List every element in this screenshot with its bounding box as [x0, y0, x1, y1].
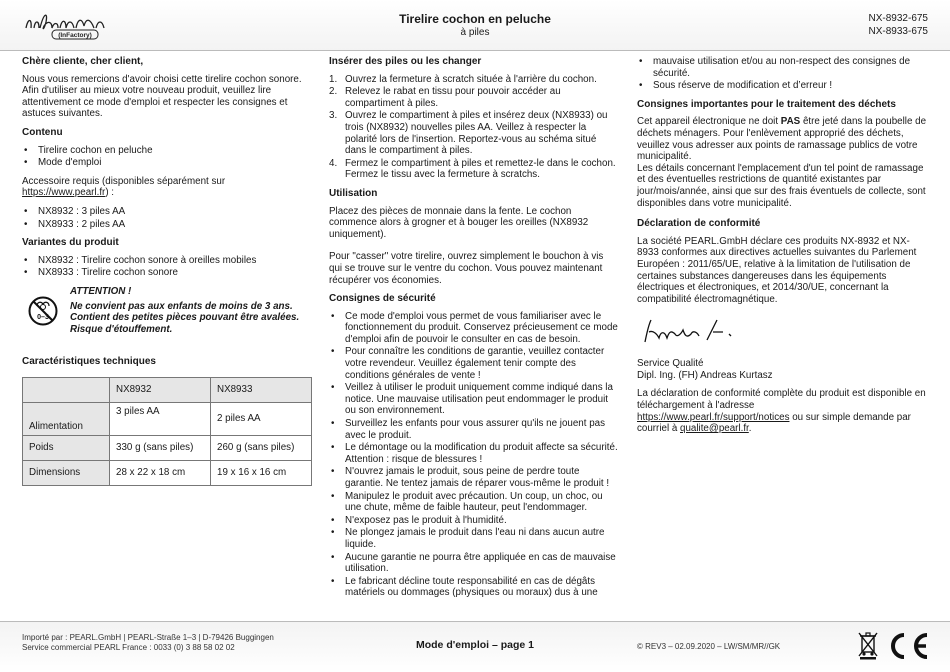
- list-item: 4. Fermez le compartiment à piles et remettez-le dans le cochon. Fermez le tissu avec la fermeture à scratchs.: [329, 157, 616, 181]
- list-item: • N'ouvrez jamais le produit, sous peine de perdre toute garantie. Ne tentez jamais de réparer vous-même le produit !: [329, 466, 619, 489]
- table-cell: Poids: [23, 435, 110, 460]
- list-item: • Manipulez le produit avec précaution. Un coup, un choc, ou une chute, même de faible hauteur, peut l'endommager.: [329, 491, 619, 514]
- attention-message: Ne convient pas aux enfants de moins de 3 ans. Contient des petites pièces pouvant être avalées. Risque d'étouffement.: [70, 300, 300, 335]
- attention-block: [22, 286, 314, 342]
- table-row: [23, 460, 312, 485]
- step-text: Ouvrez le compartiment à piles et insérez deux (NX8933) ou trois (NX8932) nouvelles piles AA. Veillez à respecter la polarité lors de l'insertion. Reportez-vous au schéma situé dans le compartiment à piles.: [345, 110, 608, 157]
- list-item: • Mode d'emploi: [22, 157, 314, 169]
- securite-list: [329, 311, 619, 599]
- page-footer: [0, 621, 950, 672]
- table-cell: 330 g (sans piles): [110, 435, 211, 460]
- dechets-text-a: Cet appareil électronique ne doit: [637, 116, 781, 128]
- variantes-heading: Variantes du produit: [22, 237, 119, 249]
- contenu-list: [22, 145, 314, 169]
- securite-heading: Consignes de sécurité: [329, 293, 436, 305]
- table-header-cell: NX8933: [211, 377, 312, 402]
- accessoire-text: [22, 176, 314, 199]
- piles-heading: Insérer des piles ou les changer: [329, 56, 482, 67]
- signatory-name: Dipl. Ing. (FH) Andreas Kurtasz: [637, 369, 773, 381]
- table-header-cell: NX8932: [110, 377, 211, 402]
- ref-nx8933: NX-8933-675: [868, 26, 928, 37]
- email-link[interactable]: qualite@pearl.fr: [680, 423, 749, 435]
- list-item: 2. Relevez le rabat en tissu pour pouvoir accéder au compartiment à piles.: [329, 86, 561, 109]
- list-item: • NX8932 : Tirelire cochon sonore à oreilles mobiles: [22, 255, 314, 267]
- caracteristiques-heading: Caractéristiques techniques: [22, 355, 156, 367]
- download-text-a: La déclaration de conformité complète du produit est disponible en téléchargement à l'adresse: [637, 388, 926, 412]
- table-row: [23, 402, 312, 435]
- list-item: • Sous réserve de modification et d’erreur !: [637, 80, 929, 92]
- table-cell: 28 x 22 x 18 cm: [110, 460, 211, 485]
- list-item: • Veillez à utiliser le produit uniquement comme indiqué dans la notice. Une mauvaise utilisation peut endommager le produit ou son environnement.: [329, 382, 619, 417]
- table-cell: 19 x 16 x 16 cm: [211, 460, 312, 485]
- signatory: [637, 358, 929, 381]
- list-item: • Le fabricant décline toute responsabilité en cas de dégâts matériels ou dommages (physiques ou moraux) dus à une: [329, 576, 619, 599]
- list-item: 3. Ouvrez le compartiment à piles et insérez deux (NX8933) ou trois (NX8932) nouvelles piles AA. Veillez à respecter la polarité lors de l'insertion. Reportez-vous au schéma situé dans le compartiment à piles.: [329, 110, 608, 157]
- footer-page-label: Mode d'emploi – page 1: [415, 639, 535, 651]
- table-row: [23, 435, 312, 460]
- list-item: • NX8933 : 2 piles AA: [22, 219, 314, 231]
- table-header-cell: [23, 377, 110, 402]
- piles-steps: [329, 74, 619, 181]
- page-header: [0, 0, 950, 51]
- list-item: • Aucune garantie ne pourra être appliquée en cas de mauvaise utilisation.: [329, 552, 619, 575]
- list-item: • N'exposez pas le produit à l'humidité.: [329, 515, 619, 527]
- document-subtitle: à piles: [460, 27, 490, 38]
- dechets-text-pas: PAS: [780, 116, 801, 128]
- download-text-c: .: [748, 423, 752, 435]
- conformite-download-text: [637, 388, 929, 434]
- variantes-list: [22, 255, 314, 279]
- column-3: [637, 56, 929, 442]
- conformite-text: La société PEARL.GmbH déclare ces produits NX-8932 et NX-8933 conformes aux directives actuelles suivantes du Parlement Européen : 2011/65/UE, relative à la limitation de l'utilisation de certaines substances dangereuses dans les équipements électriques et électroniques, et 2014/30/UE, concernant la compatibilité électromagnétique.: [637, 235, 917, 305]
- table-cell: 2 piles AA: [211, 402, 312, 435]
- table-cell: Dimensions: [23, 460, 110, 485]
- weee-bin-icon: [857, 630, 879, 660]
- greeting: Chère cliente, cher client,: [22, 56, 144, 67]
- pearl-link[interactable]: https://www.pearl.fr: [22, 187, 106, 199]
- column-1: [22, 56, 314, 486]
- list-item: • Tirelire cochon en peluche: [22, 145, 314, 157]
- list-item: • Ne plongez jamais le produit dans l'eau ni dans aucun autre liquide.: [329, 527, 619, 550]
- dechets-heading: Consignes importantes pour le traitement des déchets: [637, 98, 896, 110]
- dechets-text-1: [637, 116, 929, 162]
- ref-nx8932: NX-8932-675: [868, 13, 928, 24]
- accessoire-list: [22, 206, 314, 230]
- accessoire-label: Accessoire requis (disponibles séparément sur: [22, 175, 226, 187]
- step-text: Ouvrez la fermeture à scratch située à l'arrière du cochon.: [345, 73, 597, 85]
- step-text: Fermez le compartiment à piles et remettez-le dans le cochon. Fermez le tissu avec la fermeture à scratchs.: [345, 157, 616, 181]
- attention-title: ATTENTION !: [70, 285, 132, 297]
- list-item: • Ce mode d'emploi vous permet de vous familiariser avec le fonctionnement du produit. Conservez précieusement ce mode d'emploi afin de pouvoir le consulter en cas de besoin.: [329, 311, 619, 346]
- table-cell: 260 g (sans piles): [211, 435, 312, 460]
- document-title: Tirelire cochon en peluche: [399, 12, 551, 26]
- product-references: [869, 12, 928, 38]
- list-item: • Pour connaître les conditions de garantie, veuillez contacter votre revendeur. Veuillez également tenir compte des conditions générales de vente !: [329, 346, 619, 381]
- list-item: • Le démontage ou la modification du produit affecte sa sécurité. Attention : risque de blessures !: [329, 442, 619, 465]
- column-2: [329, 56, 619, 606]
- dechets-text-2: Les détails concernant l'emplacement d'un tel point de ramassage et des éventuelles restrictions de quantité existantes par jour/mois/année, ainsi que sur des frais éventuels de collecte, sont disponibles dans votre municipalité.: [637, 162, 926, 209]
- list-item: • NX8932 : 3 piles AA: [22, 206, 314, 218]
- ce-mark-icon: [884, 631, 930, 661]
- list-item: • NX8933 : Tirelire cochon sonore: [22, 267, 314, 279]
- utilisation-text-1: Placez des pièces de monnaie dans la fente. Le cochon commence alors à grogner et à bouger les oreilles (NX8932 uniquement).: [329, 205, 589, 240]
- conformite-heading: Déclaration de conformité: [637, 218, 761, 230]
- list-item: • Surveillez les enfants pour vous assurer qu'ils ne jouent pas avec le produit.: [329, 418, 619, 441]
- list-item-continued: • mauvaise utilisation et/ou au non-respect des consignes de sécurité.: [637, 56, 929, 79]
- dechets-text-c: être jeté dans la poubelle de déchets ménagers. Pour l'enlèvement approprié des déchets, veuillez vous adresser aux points de ramassage publics de votre municipalité.: [637, 116, 927, 163]
- table-header-row: [23, 377, 312, 402]
- footer-importer-line2: Service commercial PEARL France : 0033 (0) 3 88 58 02 02: [22, 643, 235, 652]
- table-cell: 3 piles AA: [110, 402, 211, 435]
- step-text: Relevez le rabat en tissu pour pouvoir accéder au compartiment à piles.: [345, 86, 561, 109]
- securite-list-continued: [637, 56, 929, 92]
- svg-text:0–3: 0–3: [37, 313, 49, 321]
- utilisation-heading: Utilisation: [329, 187, 378, 199]
- signature: [637, 312, 929, 352]
- specs-table: [22, 377, 312, 486]
- svg-text:(InFactory): (InFactory): [58, 32, 92, 39]
- table-cell: Alimentation: [23, 402, 110, 435]
- signatory-dept: Service Qualité: [637, 358, 704, 370]
- list-item: 1. Ouvrez la fermeture à scratch située à l'arrière du cochon.: [329, 73, 597, 85]
- footer-revision: © REV3 – 02.09.2020 – LW/SM/MR//GK: [637, 642, 781, 651]
- utilisation-text-2: Pour "casser" votre tirelire, ouvrez simplement le bouchon à vis qui se trouve sur le ventre du cochon. Vous pouvez maintenant récupérer vos économies.: [329, 251, 604, 286]
- download-text-b: ou sur simple demande par courriel à: [637, 411, 911, 435]
- intro-text: Nous vous remercions d'avoir choisi cette tirelire cochon sonore. Afin d'utiliser au mieux votre nouveau produit, veuillez lire attentivement ce mode d'emploi et respecter les consignes et astuces suivantes.: [22, 73, 302, 120]
- notices-link[interactable]: https://www.pearl.fr/support/notices: [637, 411, 790, 423]
- footer-importer-line1: Importé par : PEARL.GmbH | PEARL-Straße 1–3 | D-79426 Buggingen: [22, 633, 274, 642]
- attention-text: [70, 286, 314, 335]
- accessoire-close: ) :: [105, 187, 115, 199]
- age-0-3-warning-icon: [28, 296, 58, 326]
- contenu-heading: Contenu: [22, 126, 63, 138]
